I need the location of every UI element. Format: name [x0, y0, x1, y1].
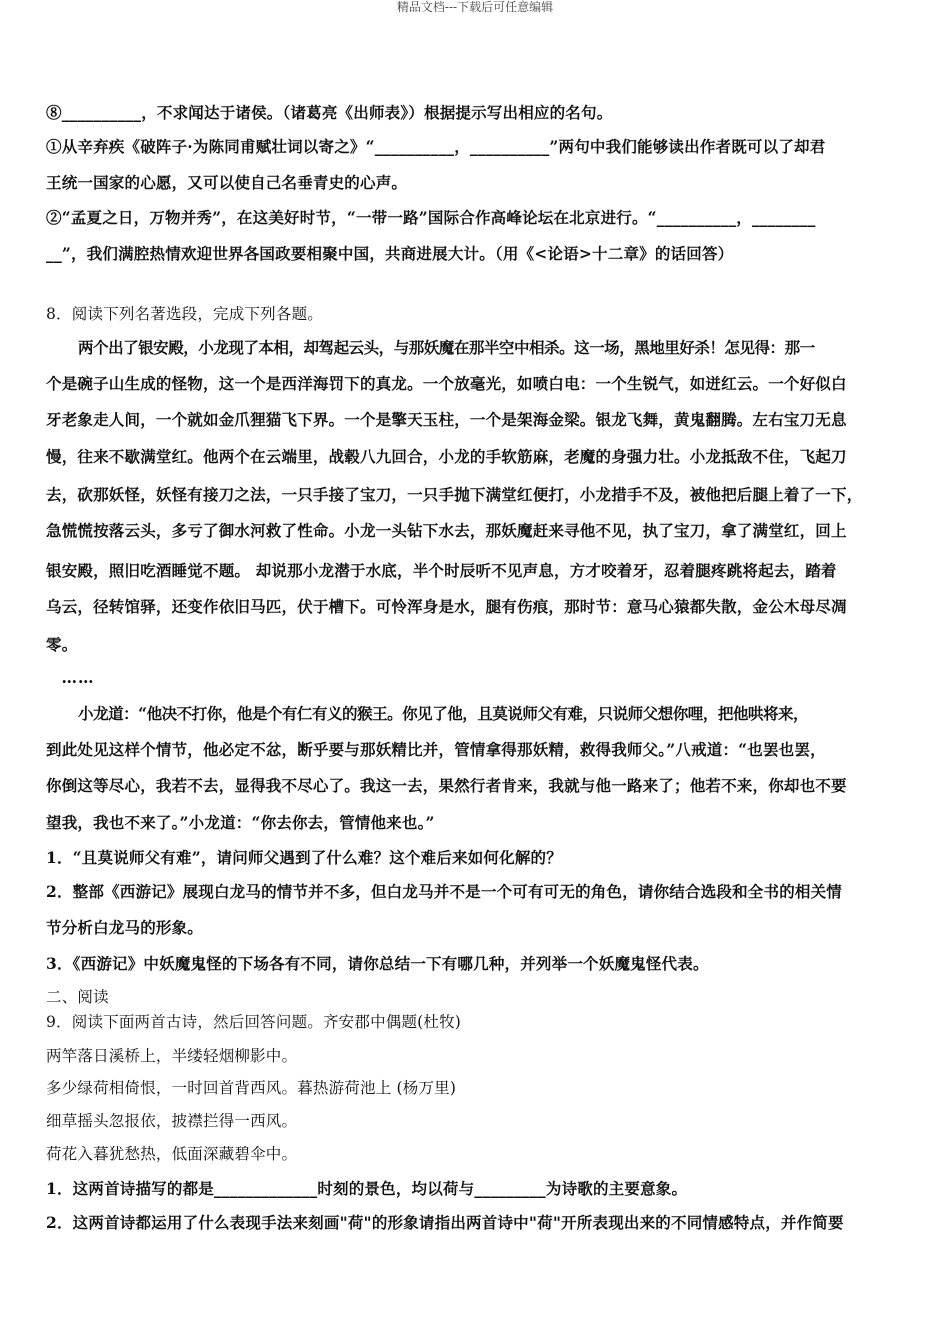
- poem-line: 细草摇头忽报依，披襟拦得一西风。: [46, 1112, 298, 1130]
- passage-line: 到此处见这样个情节，他必定不忿，断乎要与那妖精比并，管情拿得那妖精，救得我师父。”八戒道：“也罢也罢，: [46, 740, 826, 759]
- passage-line: 你倒这等尽心，我若不去，显得我不尽心了。我这一去，果然行者肯来，我就与他一路来了；他若不来，你却也不要: [46, 776, 847, 795]
- fill-blank-line-2a: ②“孟夏之日，万物并秀”，在这美好时节，“一带一路”国际合作高峰论坛在北京进行。“__________，________: [46, 208, 816, 227]
- passage-line: 个是碗子山生成的怪物，这一个是西洋海罚下的真龙。一个放毫光，如喷白电：一个生锐气，如迸红云。一个好似白: [46, 374, 847, 393]
- question-8-heading: 8．阅读下列名著选段，完成下列各题。: [46, 305, 323, 323]
- fill-blank-line-1b: 王统一国家的心愿，又可以使自己名垂青史的心声。: [46, 173, 408, 192]
- passage-line: 小龙道：“他决不打你，他是个有仁有义的猴王。你见了他，且莫说师父有难，只说师父想你哩，把他哄将来，: [78, 704, 809, 723]
- passage-ellipsis: [78, 668, 940, 688]
- passage-line: 两个出了银安殿，小龙现了本相，却驾起云头，与那妖魔在那半空中相杀。这一场，黑地里好杀！怎见得：那一: [78, 338, 815, 357]
- sub-question-2b: 节分析白龙马的形象。: [46, 918, 204, 937]
- passage-line: 牙老象走人间，一个就如金爪狸猫飞下界。一个是擎天玉柱，一个是架海金梁。银龙飞舞，黄鬼翻腾。左右宝刀无息: [46, 410, 847, 429]
- passage-line: 零。: [46, 635, 78, 654]
- passage-line: 急慌慌按落云头，多亏了御水河救了性命。小龙一头钻下水去，那妖魔赶来寻他不见，执了宝刀，拿了满堂红，回上: [46, 521, 847, 540]
- fill-blank-line-2b: __”，我们满腔热情欢迎世界各国政要相聚中国，共商进展大计。（用《<论语>十二章》的话回答）: [46, 244, 734, 263]
- section-heading-reading: 二、阅读: [46, 988, 109, 1006]
- passage-line: 去，砍那妖怪，妖怪有接刀之法，一只手接了宝刀，一只手抛下满堂红便打，小龙措手不及，被他把后腿上着了一下，: [46, 485, 863, 504]
- poem-line: 多少绿荷相倚恨，一时回首背西风。暮热游荷池上 (杨万里): [46, 1079, 457, 1097]
- page-header: 精品文档---下载后可任意编辑: [396, 0, 554, 14]
- poem-question-2: 2．这两首诗都运用了什么表现手法来刻画"荷"的形象请指出两首诗中"荷"开所表现出来的不同情感特点，并作简要: [46, 1213, 844, 1232]
- poem-question-1: 1．这两首诗描写的都是_____________时刻的景色，均以荷与_________为诗歌的主要意象。: [46, 1179, 688, 1198]
- poem-line: 两竿落日溪桥上，半缕轻烟柳影中。: [46, 1047, 298, 1065]
- fill-blank-line-1a: ①从辛弃疾《破阵子·为陈同甫赋壮词以寄之》“__________，__________”两句中我们能够读出作者既可以了却君: [46, 137, 826, 156]
- passage-line: 望我，我也不来了。”小龙道：“你去你去，管情他来也。”: [46, 813, 435, 832]
- sub-question-1: 1．“且莫说师父有难”，请问师父遇到了什么难？这个难后来如何化解的？: [46, 848, 562, 867]
- sub-question-2a: 2．整部《西游记》展现白龙马的情节并不多，但白龙马并不是一个可有可无的角色，请你结合选段和全书的相关情: [46, 882, 842, 901]
- passage-line: 乌云，径转馆驿，还变作依旧马匹，伏于槽下。可怜浑身是水，腿有伤痕，那时节：意马心猿都失散，金公木母尽凋: [46, 597, 847, 616]
- fill-blank-line-8: ⑧__________，不求闻达于诸侯。（诸葛亮《出师表》）根据提示写出相应的名句。: [46, 103, 613, 122]
- question-9-heading: 9．阅读下面两首古诗，然后回答问题。齐安郡中偶题(杜牧): [46, 1013, 462, 1031]
- poem-line: 荷花入暮犹愁热，低面深藏碧伞中。: [46, 1145, 298, 1163]
- passage-line: 银安殿，照旧吃酒睡觉不题。 却说那小龙潜于水底，半个时辰听不见声息，方才咬着牙，忍着腿疼跳将起去，踏着: [46, 561, 837, 580]
- passage-line: 慢，往来不歇满堂红。他两个在云端里，战毂八九回合，小龙的手软筋麻，老魔的身强力壮。小龙抵敌不住，飞起刀: [46, 447, 847, 466]
- sub-question-3: 3．《西游记》中妖魔鬼怪的下场各有不同，请你总结一下有哪几种，并列举一个妖魔鬼怪代表。: [46, 954, 709, 973]
